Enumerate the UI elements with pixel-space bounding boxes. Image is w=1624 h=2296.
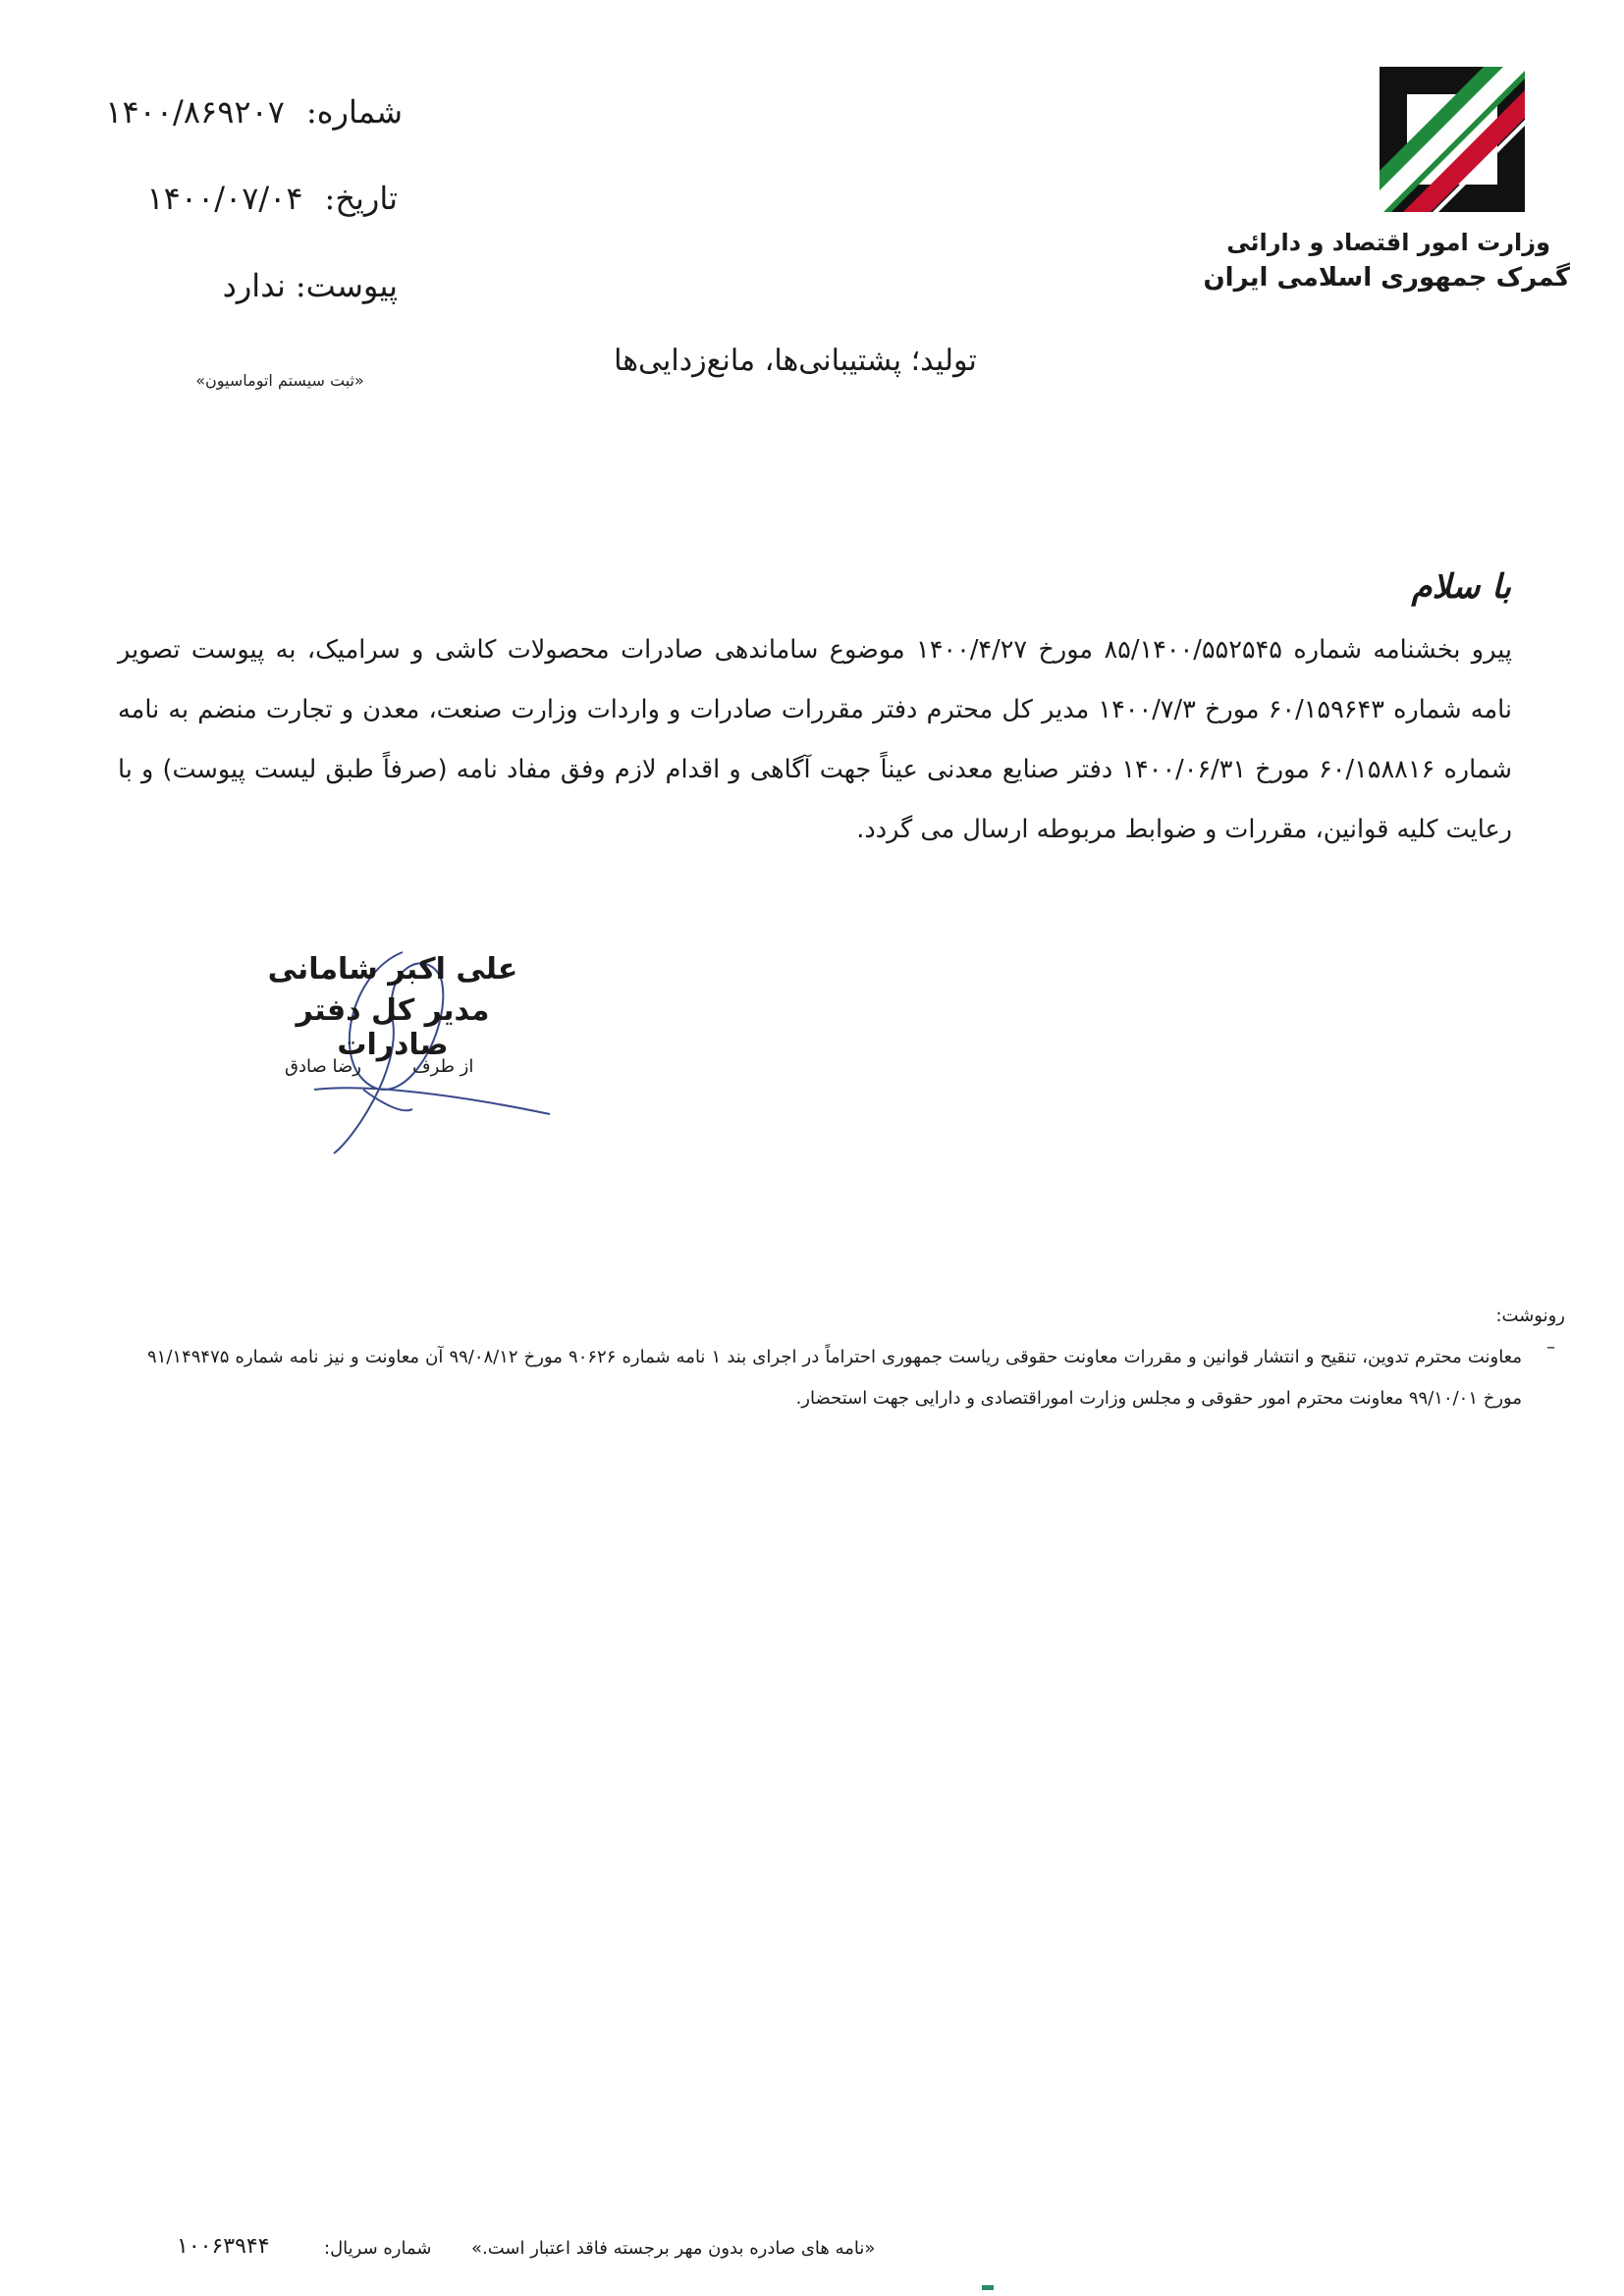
letter-body: پیرو بخشنامه شماره ۸۵/۱۴۰۰/۵۵۲۵۴۵ مورخ ۱۴۰۰/۴/۲۷ موضوع ساماندهی صادرات محصولات کاشی و سرامیک، به پیوست تصویر نامه شماره ۶۰/۱۵۹۶۴۳ مورخ ۱۴۰۰/۷/۳ مدیر کل محترم دفتر مقررات صادرات و واردات وزارت صنعت، معدن و تجارت منضم به نامه شماره ۶۰/۱۵۸۸۱۶ مورخ ۱۴۰۰/۰۶/۳۱ دفتر صنایع معدنی عیناً جهت آگاهی و اقدام لازم وفق مفاد نامه (صرفاً طبق لیست پیوست) و با رعایت کلیه قوانین، مقررات و ضوابط مربوطه ارسال می گردد. (118, 635, 1512, 844)
cc-recipient: معاونت محترم تدوین، تنقیح و انتشار قوانین و مقررات معاونت حقوقی ریاست جمهوری احتراماً در اجرای بند ۱ نامه شماره ۹۰۶۲۶ مورخ ۹۹/۰۸/۱۲ آن معاونت و نیز نامه شماره ۹۱/۱۴۹۴۷۵ مورخ ۹۹/۱۰/۰۱ معاونت محترم امور حقوقی و مجلس وزارت اموراقتصادی و دارایی جهت استحضار. (147, 1347, 1523, 1409)
serial-number-label: شماره سریال: (324, 2238, 432, 2259)
letter-attachment-block (196, 267, 398, 304)
letter-attachment-row (196, 267, 398, 304)
cc-heading: رونوشت: (1495, 1306, 1565, 1326)
signer-name: رضا صادق (285, 1056, 361, 1077)
automation-registration-note: «ثبت سیستم اتوماسیون» (195, 371, 364, 390)
letter-number-value: ۱۴۰۰/۸۶۹۲۰۷ (105, 93, 285, 131)
letter-date-row (113, 180, 398, 217)
letter-number-label: شماره: (305, 93, 403, 131)
salutation: با سلام (1411, 567, 1511, 607)
letter-number-row (79, 93, 403, 131)
serial-number-value: ۱۰۰۶۳۹۴۴ (177, 2234, 270, 2259)
attachment-label: پیوست: (295, 267, 398, 304)
validity-note: «نامه های صادره بدون مهر برجسته فاقد اعتبار است.» (471, 2238, 876, 2259)
attachment-value: ندارد (222, 267, 286, 304)
ministry-name: وزارت امور اقتصاد و دارائی (1226, 229, 1550, 256)
cc-bullet: – (1546, 1337, 1555, 1358)
signatory-title: مدیر کل دفتر صادرات (296, 993, 490, 1062)
footer-mark (982, 2285, 994, 2290)
iran-customs-logo-icon (1197, 61, 1570, 218)
letter-date-value: ۱۴۰۰/۰۷/۰۴ (146, 180, 303, 217)
signatory-name: علی اکبر شامانی (267, 952, 518, 987)
letter-subject: تولید؛ پشتیبانی‌ها، مانع‌زدایی‌ها (614, 344, 977, 378)
letter-date-block (113, 180, 398, 217)
org-header (1197, 61, 1570, 296)
agency-name: گمرک جمهوری اسلامی ایران (1203, 262, 1570, 293)
on-behalf-label: از طرف (412, 1056, 474, 1077)
letter-meta (79, 93, 403, 131)
letter-date-label: تاریخ: (324, 180, 398, 217)
